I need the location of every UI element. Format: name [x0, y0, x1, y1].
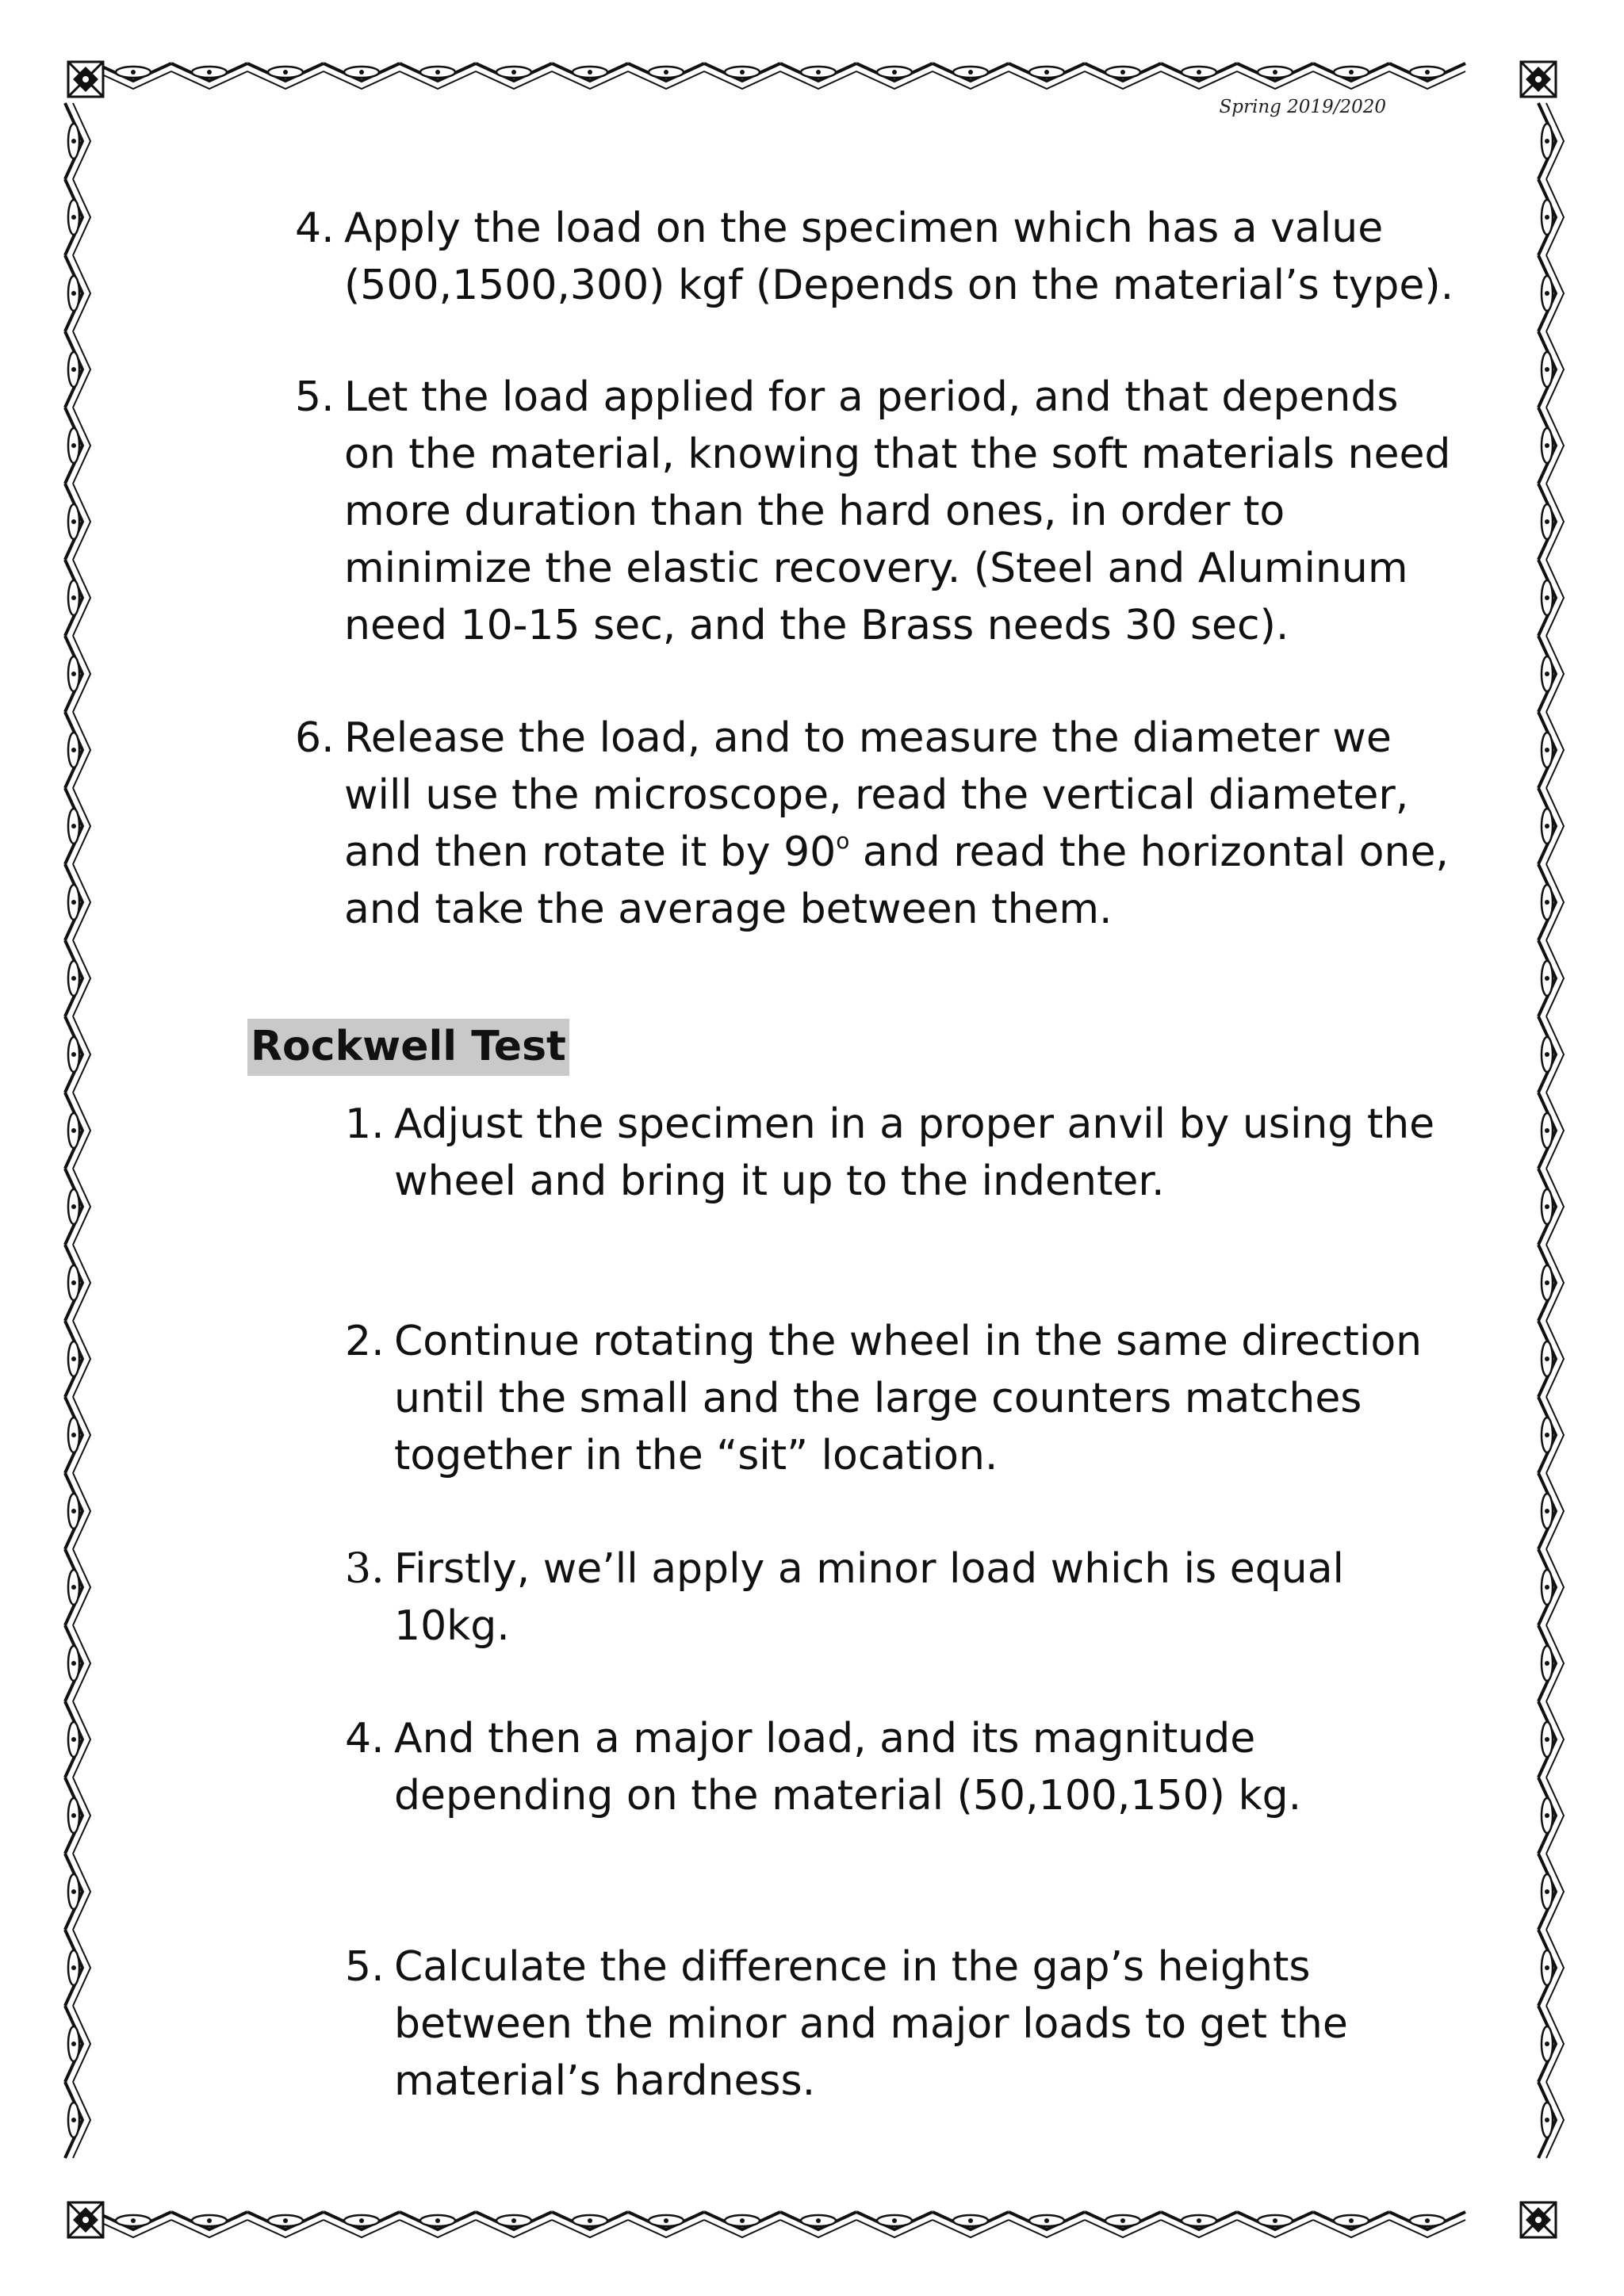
border-ornament — [856, 2212, 933, 2237]
border-ornament — [400, 2212, 476, 2237]
step-text — [344, 710, 1449, 938]
step-line: material’s hardness. — [394, 2057, 816, 2105]
border-ornament — [65, 1549, 90, 1625]
border-ornament — [1521, 2202, 1556, 2237]
border-ornament — [68, 62, 103, 97]
border-ornament — [1009, 63, 1085, 89]
step-number: 5. — [295, 373, 335, 421]
step-line: Release the load, and to measure the diameter we — [344, 714, 1392, 762]
border-ornament — [1161, 63, 1237, 89]
step-text — [394, 1938, 1348, 2110]
border-ornament — [1389, 63, 1465, 89]
step-text — [394, 1313, 1422, 1484]
border-ornament — [552, 2212, 628, 2237]
step-line: Let the load applied for a period, and that depends — [344, 373, 1399, 421]
border-ornament — [65, 2082, 90, 2158]
border-ornament — [1538, 1701, 1564, 1777]
border-ornament — [1538, 1854, 1564, 1930]
step-line: and take the average between them. — [344, 886, 1113, 933]
step-line-part: and then rotate it by 90 — [344, 828, 837, 876]
rockwell-test-heading: Rockwell Test — [247, 1019, 569, 1076]
border-ornament — [65, 1245, 90, 1321]
step-line: between the minor and major loads to get the — [394, 2000, 1348, 2048]
step-text — [394, 1096, 1434, 1210]
border-ornament — [1085, 63, 1161, 89]
border-ornament — [1538, 1549, 1564, 1625]
border-ornament — [247, 63, 324, 89]
border-ornament — [704, 2212, 780, 2237]
border-ornament — [780, 63, 856, 89]
border-ornament — [1538, 1397, 1564, 1473]
step-line: will use the microscope, read the vertical diameter, — [344, 771, 1409, 819]
border-ornament — [65, 2006, 90, 2082]
border-ornament — [1538, 103, 1564, 179]
border-ornament — [95, 2212, 171, 2237]
step-line: And then a major load, and its magnitude — [394, 1715, 1256, 1762]
border-ornament — [65, 103, 90, 179]
step-line: 10kg. — [394, 1602, 510, 1650]
border-ornament — [1389, 2212, 1465, 2237]
border-ornament — [1538, 408, 1564, 484]
border-ornament — [1538, 1245, 1564, 1321]
border-ornament — [1538, 484, 1564, 560]
border-ornament — [1538, 1625, 1564, 1701]
border-ornament — [324, 63, 400, 89]
degree-superscript: o — [836, 828, 850, 854]
step-text — [394, 1540, 1344, 1655]
border-ornament — [65, 255, 90, 331]
border-ornament — [65, 484, 90, 560]
border-ornament — [171, 63, 247, 89]
border-ornament — [1538, 1930, 1564, 2006]
border-ornament — [1538, 788, 1564, 864]
border-ornament — [65, 1930, 90, 2006]
semester-label: Spring 2019/2020 — [1219, 97, 1386, 117]
border-ornament — [552, 63, 628, 89]
border-ornament — [1313, 2212, 1389, 2237]
border-ornament — [65, 864, 90, 940]
border-ornament — [1538, 2006, 1564, 2082]
border-ornament — [1538, 1321, 1564, 1397]
step-number: 6. — [295, 714, 335, 762]
border-ornament — [1538, 1473, 1564, 1549]
border-ornament — [65, 1016, 90, 1093]
border-ornament — [65, 408, 90, 484]
border-ornament — [1538, 712, 1564, 788]
step-text — [394, 1710, 1301, 1824]
border-ornament — [1538, 255, 1564, 331]
border-ornament — [1538, 940, 1564, 1016]
border-ornament — [1538, 864, 1564, 940]
border-ornament — [247, 2212, 324, 2237]
border-ornament — [1521, 62, 1556, 97]
border-ornament — [628, 2212, 704, 2237]
step-number: 3. — [345, 1545, 385, 1593]
border-ornament — [1538, 331, 1564, 408]
border-ornament — [476, 2212, 552, 2237]
step-number: 1. — [345, 1100, 385, 1148]
border-ornament — [65, 179, 90, 255]
step-line-part: and read the horizontal one, — [849, 828, 1449, 876]
border-ornament — [324, 2212, 400, 2237]
step-line — [344, 824, 1449, 881]
border-ornament — [1237, 2212, 1313, 2237]
border-ornament — [1538, 2082, 1564, 2158]
border-ornament — [65, 1473, 90, 1549]
border-ornament — [65, 1854, 90, 1930]
border-ornament — [1009, 2212, 1085, 2237]
border-ornament — [1538, 1016, 1564, 1093]
border-ornament — [65, 1321, 90, 1397]
step-line: Adjust the specimen in a proper anvil by using the — [394, 1100, 1435, 1148]
border-ornament — [1161, 2212, 1237, 2237]
step-line: Apply the load on the specimen which has a value — [344, 205, 1384, 252]
step-line: depending on the material (50,100,150) kg. — [394, 1772, 1302, 1820]
step-line: wheel and bring it up to the indenter. — [394, 1158, 1165, 1205]
step-line: need 10-15 sec, and the Brass needs 30 sec). — [344, 602, 1289, 649]
step-text — [344, 369, 1450, 654]
border-ornament — [65, 1701, 90, 1777]
border-ornament — [65, 1093, 90, 1169]
border-ornament — [933, 2212, 1009, 2237]
border-ornament — [171, 2212, 247, 2237]
step-line: together in the “sit” location. — [394, 1432, 998, 1479]
step-line: minimize the elastic recovery. (Steel and Aluminum — [344, 545, 1408, 592]
step-line: Firstly, we’ll apply a minor load which is equal — [394, 1545, 1345, 1593]
border-ornament — [65, 712, 90, 788]
step-line: Continue rotating the wheel in the same direction — [394, 1318, 1423, 1365]
step-number: 2. — [345, 1318, 385, 1365]
border-ornament — [65, 331, 90, 408]
border-ornament — [476, 63, 552, 89]
border-ornament — [628, 63, 704, 89]
border-ornament — [704, 63, 780, 89]
step-line: Calculate the difference in the gap’s heights — [394, 1943, 1311, 1991]
border-ornament — [856, 63, 933, 89]
border-ornament — [1237, 63, 1313, 89]
border-ornament — [1538, 1169, 1564, 1245]
border-ornament — [65, 636, 90, 712]
border-ornament — [780, 2212, 856, 2237]
step-number: 4. — [345, 1715, 385, 1762]
border-ornament — [1538, 560, 1564, 636]
border-ornament — [1538, 179, 1564, 255]
border-ornament — [65, 1625, 90, 1701]
border-ornament — [1538, 1777, 1564, 1854]
border-ornament — [95, 63, 171, 89]
border-ornament — [1085, 2212, 1161, 2237]
border-ornament — [68, 2202, 103, 2237]
border-ornament — [400, 63, 476, 89]
border-ornament — [1313, 63, 1389, 89]
border-ornament — [65, 1169, 90, 1245]
step-line: until the small and the large counters matches — [394, 1375, 1362, 1422]
border-ornament — [65, 560, 90, 636]
step-line: (500,1500,300) kgf (Depends on the material’s type). — [344, 262, 1454, 309]
border-ornament — [1538, 1093, 1564, 1169]
step-number: 4. — [295, 205, 335, 252]
border-ornament — [65, 1397, 90, 1473]
border-ornament — [933, 63, 1009, 89]
border-ornament — [65, 1777, 90, 1854]
step-text — [344, 200, 1454, 314]
border-ornament — [1538, 636, 1564, 712]
step-number: 5. — [345, 1943, 385, 1991]
step-line: on the material, knowing that the soft materials need — [344, 430, 1451, 478]
border-ornament — [65, 788, 90, 864]
border-ornament — [65, 940, 90, 1016]
step-line: more duration than the hard ones, in order to — [344, 488, 1285, 535]
